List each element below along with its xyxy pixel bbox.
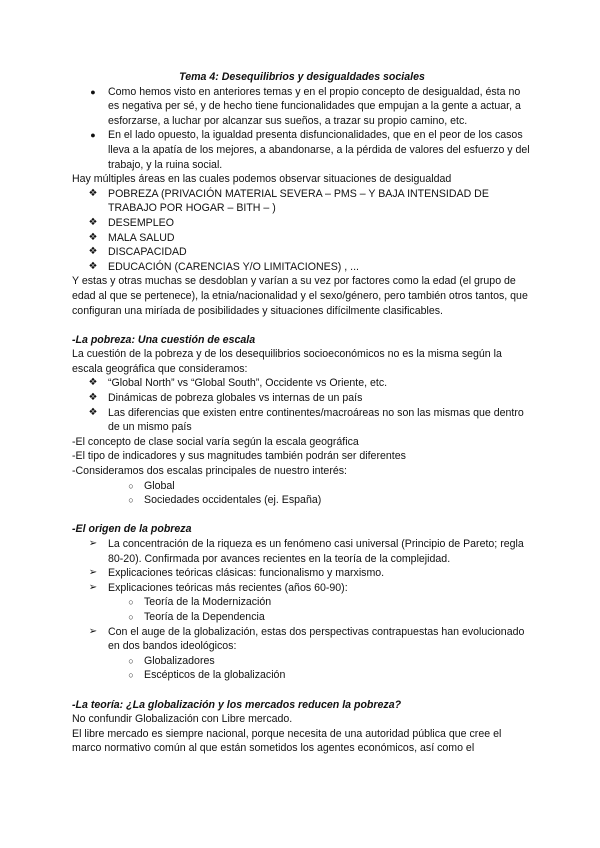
circle-bullet-icon: ○ bbox=[128, 495, 134, 506]
arrow-bullet-icon: ➢ bbox=[88, 538, 98, 549]
theory-note: No confundir Globalización con Libre mercado. bbox=[72, 713, 293, 726]
theories-sublist bbox=[72, 595, 532, 624]
section-title-scale: -La pobreza: Una cuestión de escala bbox=[72, 333, 256, 346]
intro-bullet-list bbox=[72, 85, 532, 173]
list-item-text: Teoría de la Dependencia bbox=[144, 610, 265, 623]
list-item-text: Las diferencias que existen entre continentes/macroáreas no son las mismas que dentro de un mismo país bbox=[108, 406, 524, 434]
list-item bbox=[72, 654, 532, 669]
scale-bullet-list bbox=[72, 376, 532, 434]
arrow-bullet-icon: ➢ bbox=[88, 581, 98, 593]
diamond-bullet-icon: ❖ bbox=[88, 216, 98, 228]
scales-list bbox=[72, 479, 532, 508]
list-item bbox=[72, 595, 532, 610]
list-item-text: Global bbox=[144, 479, 175, 492]
list-item bbox=[72, 231, 532, 246]
circle-bullet-icon: ○ bbox=[128, 670, 134, 681]
bullet-dot-icon: ● bbox=[90, 130, 96, 141]
scale-line-two-scales: -Consideramos dos escalas principales de nuestro interés: bbox=[72, 465, 347, 478]
ideological-sublist bbox=[72, 654, 532, 683]
circle-bullet-icon: ○ bbox=[128, 597, 134, 608]
list-item bbox=[72, 391, 532, 406]
bullet-dot-icon: ● bbox=[90, 86, 96, 97]
list-item-text: La concentración de la riqueza es un fenómeno casi universal (Principio de Pareto; regla 80-20). Confirmada por avances recientes en la teoría de la complejidad. bbox=[108, 538, 524, 565]
document-page bbox=[72, 70, 532, 756]
spacer bbox=[72, 508, 532, 523]
list-item bbox=[72, 581, 532, 596]
list-item bbox=[72, 566, 532, 581]
list-item bbox=[72, 216, 532, 231]
areas-list bbox=[72, 187, 532, 275]
list-item-text: En el lado opuesto, la igualdad presenta disfuncionalidades, que en el peor de los casos lleva a la apatía de los mejores, a abandonarse, a la pérdida de valores del esfuerzo y del trabajo, y la ruina social. bbox=[108, 129, 530, 171]
list-item bbox=[72, 406, 532, 435]
list-item bbox=[72, 610, 532, 625]
list-item-text: Como hemos visto en anteriores temas y en el propio concepto de desigualdad, ésta no es negativa per sé, y de hecho tiene funcionalidades que empujan a la gente a actuar, a esforzarse, a luchar por alcanzar sus sueños, a trazar su propio camino, etc. bbox=[108, 85, 521, 127]
list-item-text: MALA SALUD bbox=[108, 231, 175, 244]
list-item bbox=[72, 245, 532, 260]
document-title: Tema 4: Desequilibrios y desigualdades sociales bbox=[179, 71, 425, 83]
arrow-bullet-icon: ➢ bbox=[88, 625, 98, 637]
list-item bbox=[72, 260, 532, 275]
list-item bbox=[72, 537, 532, 566]
section-scale-text: La cuestión de la pobreza y de los desequilibrios socioeconómicos no es la misma según la escala geográfica que consideramos: bbox=[72, 348, 502, 375]
diamond-bullet-icon: ❖ bbox=[88, 406, 98, 418]
circle-bullet-icon: ○ bbox=[128, 611, 134, 622]
list-item bbox=[72, 625, 532, 654]
list-item-text: Globalizadores bbox=[144, 654, 215, 667]
list-item-text: Explicaciones teóricas más recientes (años 60-90): bbox=[108, 581, 348, 594]
arrow-bullet-icon: ➢ bbox=[88, 567, 98, 579]
diamond-bullet-icon: ❖ bbox=[88, 260, 98, 272]
origin-list bbox=[72, 537, 532, 595]
spacer bbox=[72, 683, 532, 698]
diamond-bullet-icon: ❖ bbox=[88, 377, 98, 389]
scale-line-social-class: -El concepto de clase social varía según la escala geográfica bbox=[72, 435, 359, 448]
theory-text: El libre mercado es siempre nacional, porque necesita de una autoridad pública que cree el marco normativo común al que están sometidos los agentes económicos, así como el bbox=[72, 727, 502, 755]
list-item-text: EDUCACIÓN (CARENCIAS Y/O LIMITACIONES) , ... bbox=[108, 260, 359, 273]
spacer bbox=[72, 318, 532, 333]
list-item bbox=[72, 187, 532, 216]
scale-line-indicators: -El tipo de indicadores y sus magnitudes también podrán ser diferentes bbox=[72, 450, 406, 463]
list-item-text: Teoría de la Modernización bbox=[144, 596, 272, 609]
origin-list-continued bbox=[72, 625, 532, 654]
areas-intro: Hay múltiples áreas en las cuales podemos observar situaciones de desigualdad bbox=[72, 173, 452, 186]
list-item-text: POBREZA (PRIVACIÓN MATERIAL SEVERA – PMS – Y BAJA INTENSIDAD DE TRABAJO POR HOGAR – BITH – ) bbox=[108, 187, 489, 215]
list-item-text: DISCAPACIDAD bbox=[108, 246, 187, 259]
diamond-bullet-icon: ❖ bbox=[88, 187, 98, 199]
list-item-text: Con el auge de la globalización, estas dos perspectivas contrapuestas han evolucionado en dos bandos ideológicos: bbox=[108, 625, 525, 653]
list-item bbox=[72, 493, 532, 508]
diamond-bullet-icon: ❖ bbox=[88, 392, 98, 404]
list-item bbox=[72, 479, 532, 494]
section-title-theory: -La teoría: ¿La globalización y los mercados reducen la pobreza? bbox=[72, 698, 402, 711]
diamond-bullet-icon: ❖ bbox=[88, 231, 98, 243]
areas-outro: Y estas y otras muchas se desdoblan y varían a su vez por factores como la edad (el grupo de edad al que se pertenece), la etnia/nacionalidad y el sexo/género, pero también otros tantos, que configuran una miríada de posibilidades y situaciones difícilmente clasificables. bbox=[72, 275, 528, 317]
list-item bbox=[72, 376, 532, 391]
circle-bullet-icon: ○ bbox=[128, 480, 134, 491]
list-item bbox=[72, 128, 532, 172]
list-item-text: Escépticos de la globalización bbox=[144, 669, 286, 682]
list-item-text: Sociedades occidentales (ej. España) bbox=[144, 494, 322, 507]
list-item bbox=[72, 85, 532, 129]
list-item bbox=[72, 668, 532, 683]
diamond-bullet-icon: ❖ bbox=[88, 246, 98, 258]
list-item-text: Dinámicas de pobreza globales vs internas de un país bbox=[108, 392, 363, 405]
list-item-text: Explicaciones teóricas clásicas: funcionalismo y marxismo. bbox=[108, 567, 385, 580]
list-item-text: “Global North” vs “Global South”, Occidente vs Oriente, etc. bbox=[108, 377, 388, 390]
circle-bullet-icon: ○ bbox=[128, 655, 134, 666]
section-title-origin: -El origen de la pobreza bbox=[72, 523, 192, 536]
list-item-text: DESEMPLEO bbox=[108, 216, 174, 229]
